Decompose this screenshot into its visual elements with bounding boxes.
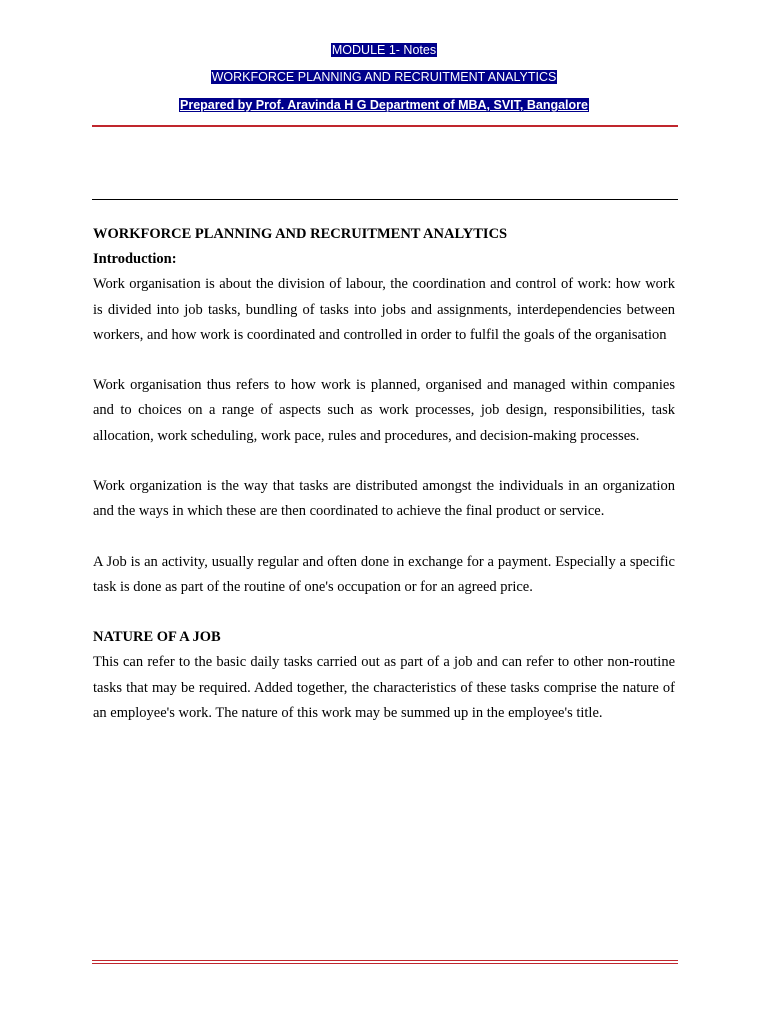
subject-label: WORKFORCE PLANNING AND RECRUITMENT ANALYTICS (211, 70, 557, 84)
subject-label-line (0, 70, 768, 85)
paragraph-1: Work organisation is about the division of labour, the coordination and control of work: how work is divided into job tasks, bundling of tasks into jobs and assignments, interdependencies between workers, and how work is coordinated and controlled in order to fulfil the goals of the organisation (93, 276, 675, 343)
paragraph-3: Work organization is the way that tasks are distributed amongst the individuals in an organization and the ways in which these are then coordinated to achieve the final product or service. (93, 478, 675, 520)
paragraph-4: A Job is an activity, usually regular and often done in exchange for a payment. Especially a specific task is done as part of the routine of one's occupation or for an agreed price. (93, 553, 675, 595)
header-divider (92, 125, 678, 127)
intro-heading: Introduction: (93, 251, 177, 268)
footer-divider (92, 960, 678, 964)
paragraph-2: Work organisation thus refers to how work is planned, organised and managed within companies and to choices on a range of aspects such as work processes, job design, responsibilities, task allocation, work scheduling, work pace, rules and procedures, and decision-making processes. (93, 377, 675, 444)
nature-paragraph: This can refer to the basic daily tasks carried out as part of a job and can refer to other non-routine tasks that may be required. Added together, the characteristics of these tasks comprise the nature of an employee's work. The nature of this work may be summed up in the employee's title. (93, 654, 675, 721)
main-content (93, 222, 675, 726)
nature-heading: NATURE OF A JOB (93, 629, 221, 646)
document-title: WORKFORCE PLANNING AND RECRUITMENT ANALYTICS (93, 226, 508, 242)
module-label: MODULE 1- Notes (331, 43, 437, 57)
prepared-by-line (0, 98, 768, 113)
prepared-by-label: Prepared by Prof. Aravinda H G Department of MBA, SVIT, Bangalore (180, 98, 588, 112)
content-divider (92, 199, 678, 200)
module-label-line (0, 43, 768, 58)
